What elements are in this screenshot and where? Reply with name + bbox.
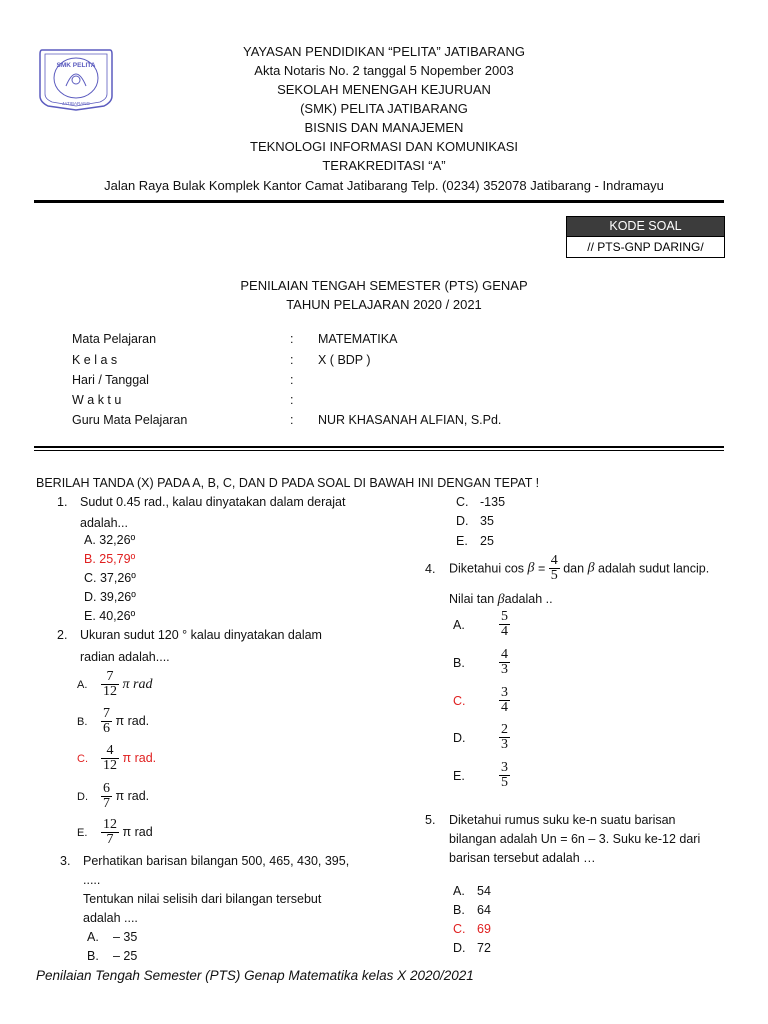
logo-name: SMK PELITA: [56, 62, 96, 69]
q2-option-a: A. $\frac{7}{12}$ π rad: [77, 669, 153, 699]
q1-option-d: D. 39,26º: [84, 590, 136, 604]
header-line-2: Akta Notaris No. 2 tanggal 5 Nopember 2003: [254, 63, 514, 78]
q5-text: Diketahui rumus suku ke-n suatu barisan: [449, 813, 676, 827]
header-address: Jalan Raya Bulak Komplek Kantor Camat Jatibarang Telp. (0234) 352078 Jatibarang - Indramayu: [104, 178, 664, 193]
exam-title: PENILAIAN TENGAH SEMESTER (PTS) GENAP: [240, 278, 528, 293]
info-value-class: X ( BDP ): [318, 353, 371, 367]
q4-a-fraction: $\frac{5}{4}$: [501, 609, 508, 639]
page-footer: Penilaian Tengah Semester (PTS) Genap Matematika kelas X 2020/2021: [36, 968, 474, 983]
q2-b-fraction: $\frac{7}{6}$: [103, 706, 110, 736]
q3-option-e: E. 25: [456, 534, 494, 548]
q3-option-b: B. – 25: [87, 949, 138, 963]
info-label-time: W a k t u: [72, 393, 122, 407]
info-label-subject: Mata Pelajaran: [72, 332, 157, 346]
info-label-class: K e l a s: [72, 353, 118, 367]
q2-option-e: E. $\frac{12}{7}$ π rad: [77, 817, 153, 847]
q4-option-a: A. $\frac{5}{4}$: [453, 609, 508, 639]
q2-text-2: radian adalah....: [80, 650, 170, 664]
q4-b-fraction: $\frac{4}{3}$: [501, 647, 508, 677]
info-value-subject: MATEMATIKA: [318, 332, 398, 346]
kode-soal-value: // PTS-GNP DARING/: [567, 236, 724, 257]
q3-option-d: D. 35: [456, 514, 494, 528]
header-divider: [34, 200, 724, 203]
q2-c-fraction: $\frac{4}{12}$: [103, 743, 117, 773]
q1-text-2: adalah...: [80, 516, 128, 530]
q4-number: 4.: [425, 562, 436, 576]
q5-number: 5.: [425, 813, 436, 827]
q4-text: Diketahui cos β = $\frac{4}{5}$ dan β adalah sudut lancip.: [449, 553, 710, 583]
q2-d-fraction: $\frac{6}{7}$: [103, 781, 110, 811]
header-line-3: SEKOLAH MENENGAH KEJURUAN: [277, 82, 491, 97]
q5-option-b: B. 64: [453, 903, 491, 917]
q3-option-c: C. -135: [456, 495, 506, 509]
q3-number: 3.: [60, 854, 71, 868]
q1-option-a: A. 32,26º: [84, 533, 136, 547]
q4-e-fraction: $\frac{3}{5}$: [501, 760, 508, 790]
q2-text: Ukuran sudut 120 ° kalau dinyatakan dalam: [80, 628, 322, 642]
q4-option-c-answer: C. $\frac{3}{4}$: [453, 685, 508, 715]
info-divider-2: [34, 450, 724, 451]
q2-option-d: D. $\frac{6}{7}$ π rad.: [77, 781, 150, 811]
q5-text-3: barisan tersebut adalah …: [449, 851, 596, 865]
header-line-7: TERAKREDITASI “A”: [322, 158, 446, 173]
q4-c-fraction: $\frac{3}{4}$: [501, 685, 508, 715]
q1-number: 1.: [57, 495, 68, 509]
header-line-5: BISNIS DAN MANAJEMEN: [304, 120, 464, 135]
header-line-4: (SMK) PELITA JATIBARANG: [300, 101, 468, 116]
q5-option-c-answer: C. 69: [453, 922, 491, 936]
exam-year: TAHUN PELAJARAN 2020 / 2021: [286, 297, 482, 312]
header-line-1: YAYASAN PENDIDIKAN “PELITA” JATIBARANG: [243, 44, 525, 59]
info-label-teacher: Guru Mata Pelajaran: [72, 413, 188, 427]
q2-a-fraction: $\frac{7}{12}$: [103, 669, 117, 699]
q5-option-d: D. 72: [453, 941, 491, 955]
logo-bottom-text: JATIBARANG: [62, 101, 90, 106]
q4-option-e: E. $\frac{3}{5}$: [453, 760, 508, 790]
q4-cos-fraction: $\frac{4}{5}$: [550, 553, 558, 583]
q1-option-b-answer: B. 25,79º: [84, 552, 136, 566]
info-divider-1: [34, 446, 724, 448]
info-sep: :: [290, 413, 294, 427]
info-sep: :: [290, 332, 294, 346]
q2-option-c-answer: C. $\frac{4}{12}$ π rad.: [77, 743, 157, 773]
kode-soal-box: [566, 216, 725, 258]
info-sep: :: [290, 353, 294, 367]
q1-text: Sudut 0.45 rad., kalau dinyatakan dalam derajat: [80, 495, 346, 509]
kode-soal-label: KODE SOAL: [567, 217, 724, 236]
info-label-date: Hari / Tanggal: [72, 373, 149, 387]
q2-option-b: B. $\frac{7}{6}$ π rad.: [77, 706, 150, 736]
q5-text-2: bilangan adalah Un = 6n – 3. Suku ke-12 dari: [449, 832, 701, 846]
q5-option-a: A. 54: [453, 884, 491, 898]
header-line-6: TEKNOLOGI INFORMASI DAN KOMUNIKASI: [250, 139, 518, 154]
q4-option-b: B. $\frac{4}{3}$: [453, 647, 508, 677]
info-sep: :: [290, 373, 294, 387]
q3-text-4: adalah ....: [83, 911, 138, 925]
q2-number: 2.: [57, 628, 68, 642]
q3-option-a: A. – 35: [87, 930, 138, 944]
info-value-teacher: NUR KHASANAH ALFIAN, S.Pd.: [318, 413, 502, 427]
q1-option-c: C. 37,26º: [84, 571, 136, 585]
q1-option-e: E. 40,26º: [84, 609, 136, 623]
info-sep: :: [290, 393, 294, 407]
q4-text-2: Nilai tan βadalah ..: [449, 592, 553, 607]
q3-text-2: .....: [83, 873, 101, 887]
q2-e-fraction: $\frac{12}{7}$: [103, 817, 117, 847]
instruction: BERILAH TANDA (X) PADA A, B, C, DAN D PADA SOAL DI BAWAH INI DENGAN TEPAT !: [36, 476, 540, 490]
q4-option-d: D. $\frac{2}{3}$: [453, 722, 508, 752]
q3-text: Perhatikan barisan bilangan 500, 465, 430, 395,: [83, 854, 350, 868]
q3-text-3: Tentukan nilai selisih dari bilangan tersebut: [83, 892, 322, 906]
q4-d-fraction: $\frac{2}{3}$: [501, 722, 508, 752]
